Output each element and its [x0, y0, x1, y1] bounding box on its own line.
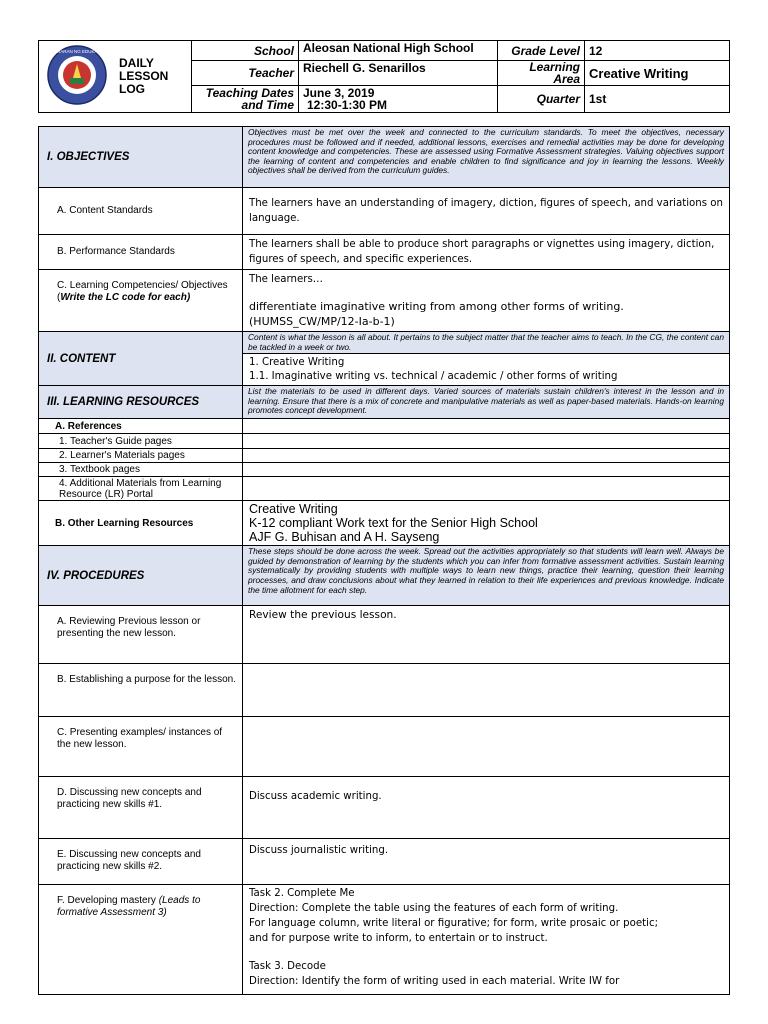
- grade-value: 12: [585, 41, 730, 61]
- other-resources-text: [243, 501, 730, 546]
- procedure-f-line: and for purpose write to inform, to entertain or to instruct.: [249, 932, 548, 944]
- seal-text: KAGAWARAN NG EDUKASYON: [46, 49, 108, 54]
- content-title: II. CONTENT: [39, 332, 243, 386]
- ref-row: [39, 463, 730, 477]
- procedure-b-row: [39, 664, 730, 717]
- procedure-a-text: Review the previous lesson.: [243, 606, 730, 664]
- competencies-code: (HUMSS_CW/MP/12-Ia-b-1): [249, 315, 395, 328]
- procedure-f-line: Direction: Identify the form of writing used in each material. Write IW for: [249, 976, 620, 988]
- quarter-label: Quarter: [498, 86, 585, 113]
- date-line: June 3, 2019: [303, 86, 375, 100]
- lesson-log-table: [38, 126, 730, 995]
- performance-standards-text: The learners shall be able to produce short paragraphs or vignettes using imagery, diction, figures of speech, and specific experiences.: [243, 235, 730, 270]
- dll-title: [115, 41, 192, 113]
- title-line: LOG: [119, 82, 145, 96]
- procedures-note: These steps should be done across the week. Spread out the activities appropriately so that students will learn well. Always be guided by demonstration of learning by the students which you can infer from formative assessment activities. Sustain learning systematically by providing students with multiple ways to learn new things, practice their learning, question their learning processes, and draw conclusions about what they learned in relation to their life experiences and previous knowledge. Indicate the time allotment for each step.: [243, 546, 730, 606]
- procedure-d-label: D. Discussing new concepts and practicing new skills #1.: [39, 777, 243, 839]
- competencies-intro: The learners…: [249, 274, 323, 285]
- ref-item: 4. Additional Materials from Learning Resource (LR) Portal: [39, 477, 243, 501]
- area-label: Learning Area: [498, 61, 585, 86]
- procedure-f-line: Task 3. Decode: [249, 961, 326, 973]
- resource-line: Creative Writing: [249, 502, 338, 517]
- content-standards-row: [39, 188, 730, 235]
- ref-item: 1. Teacher's Guide pages: [39, 434, 243, 449]
- procedure-d-text: Discuss academic writing.: [243, 777, 730, 839]
- school-value: Aleosan National High School: [299, 41, 498, 61]
- procedure-f-line: [249, 946, 723, 960]
- title-line: DAILY: [119, 56, 154, 70]
- content-line: 1. Creative Writing: [249, 357, 345, 369]
- content-note: Content is what the lesson is all about. It pertains to the subject matter that the teacher aims to teach. In the CG, the content can be tackled in a week or two.: [243, 332, 730, 354]
- procedures-title: IV. PROCEDURES: [39, 546, 243, 606]
- resource-line: K-12 compliant Work text for the Senior High School: [249, 516, 538, 531]
- procedure-b-label: B. Establishing a purpose for the lesson.: [39, 664, 243, 717]
- ref-row: [39, 477, 730, 501]
- ref-item: 3. Textbook pages: [39, 463, 243, 477]
- ref-item: 2. Learner's Materials pages: [39, 449, 243, 463]
- dates-label: Teaching Dates and Time: [192, 86, 299, 113]
- procedure-f-label: [39, 885, 243, 995]
- objectives-note: Objectives must be met over the week and connected to the curriculum standards. To meet the objectives, necessary procedures must be followed and if needed, additional lessons, exercises and remedial activities may be done for developing content knowledge and competencies. These are assessed using Formative Assessment strategies. Valuing objectives support the learning of content and competencies and enable children to find significance and joy in learning the lessons. Weekly objectives shall be derived from the curriculum guides.: [243, 127, 730, 188]
- dates-value: [299, 86, 498, 113]
- resource-line: AJF G. Buhisan and A H. Sayseng: [249, 530, 440, 545]
- title-line: LESSON: [119, 69, 169, 83]
- references-label: A. References: [39, 419, 243, 434]
- resources-title: III. LEARNING RESOURCES: [39, 386, 243, 419]
- performance-standards-label: B. Performance Standards: [39, 235, 243, 270]
- procedure-f-line: For language column, write literal or figurative; for form, write prosaic or poetic;: [249, 917, 658, 929]
- performance-standards-row: [39, 235, 730, 270]
- quarter-value: 1st: [585, 86, 730, 113]
- procedure-e-row: [39, 839, 730, 885]
- procedure-f-label-text: F. Developing mastery: [57, 895, 159, 907]
- procedure-f-label-italic: (Leads to formative Assessment 3): [57, 895, 201, 919]
- content-text: [243, 354, 730, 386]
- school-label: School: [192, 41, 299, 61]
- resources-row: [39, 386, 730, 419]
- procedure-d-row: [39, 777, 730, 839]
- time-line: 12:30-1:30 PM: [307, 98, 388, 112]
- procedure-a-label: A. Reviewing Previous lesson or presenting the new lesson.: [39, 606, 243, 664]
- procedure-c-row: [39, 717, 730, 777]
- procedure-f-text: [243, 885, 730, 995]
- other-resources-label: B. Other Learning Resources: [39, 501, 243, 546]
- ref-row: [39, 434, 730, 449]
- competencies-objective: differentiate imaginative writing from among other forms of writing.: [249, 300, 624, 313]
- procedure-a-row: [39, 606, 730, 664]
- other-resources-row: [39, 501, 730, 546]
- resources-note: List the materials to be used in different days. Varied sources of materials sustain children's interest in the lesson and in learning. Ensure that there is a mix of concrete and manipulative materials as well as paper-based materials. Hands-on learning promotes concept development.: [243, 386, 730, 419]
- area-value: Creative Writing: [585, 61, 730, 86]
- references-row: [39, 419, 730, 434]
- competencies-label: [39, 270, 243, 332]
- competencies-text: [243, 270, 730, 332]
- procedure-e-text: Discuss journalistic writing.: [243, 839, 730, 885]
- header-table: [38, 40, 730, 113]
- objectives-row: [39, 127, 730, 188]
- deped-seal-icon: [46, 44, 108, 106]
- teacher-value: Riechell G. Senarillos: [299, 61, 498, 86]
- objectives-title: I. OBJECTIVES: [39, 127, 243, 188]
- content-line: 1.1. Imaginative writing vs. technical / academic / other forms of writing: [249, 370, 618, 382]
- competencies-label-italic: Write the LC code for each): [60, 292, 191, 303]
- procedure-f-line: Direction: Complete the table using the features of each form of writing.: [249, 902, 619, 914]
- ref-row: [39, 449, 730, 463]
- grade-label: Grade Level: [498, 41, 585, 61]
- content-row: [39, 332, 730, 354]
- competencies-row: [39, 270, 730, 332]
- competencies-label-text: C. Learning Competencies/ Objectives (: [57, 280, 228, 303]
- procedure-c-label: C. Presenting examples/ instances of the new lesson.: [39, 717, 243, 777]
- procedure-f-line: Task 2. Complete Me: [249, 888, 355, 900]
- content-standards-text: The learners have an understanding of imagery, diction, figures of speech, and variations on language.: [243, 188, 730, 235]
- procedure-f-row: [39, 885, 730, 995]
- content-standards-label: A. Content Standards: [39, 188, 243, 235]
- procedures-row: [39, 546, 730, 606]
- seal-cell: [39, 41, 116, 113]
- procedure-e-label: E. Discussing new concepts and practicing new skills #2.: [39, 839, 243, 885]
- teacher-label: Teacher: [192, 61, 299, 86]
